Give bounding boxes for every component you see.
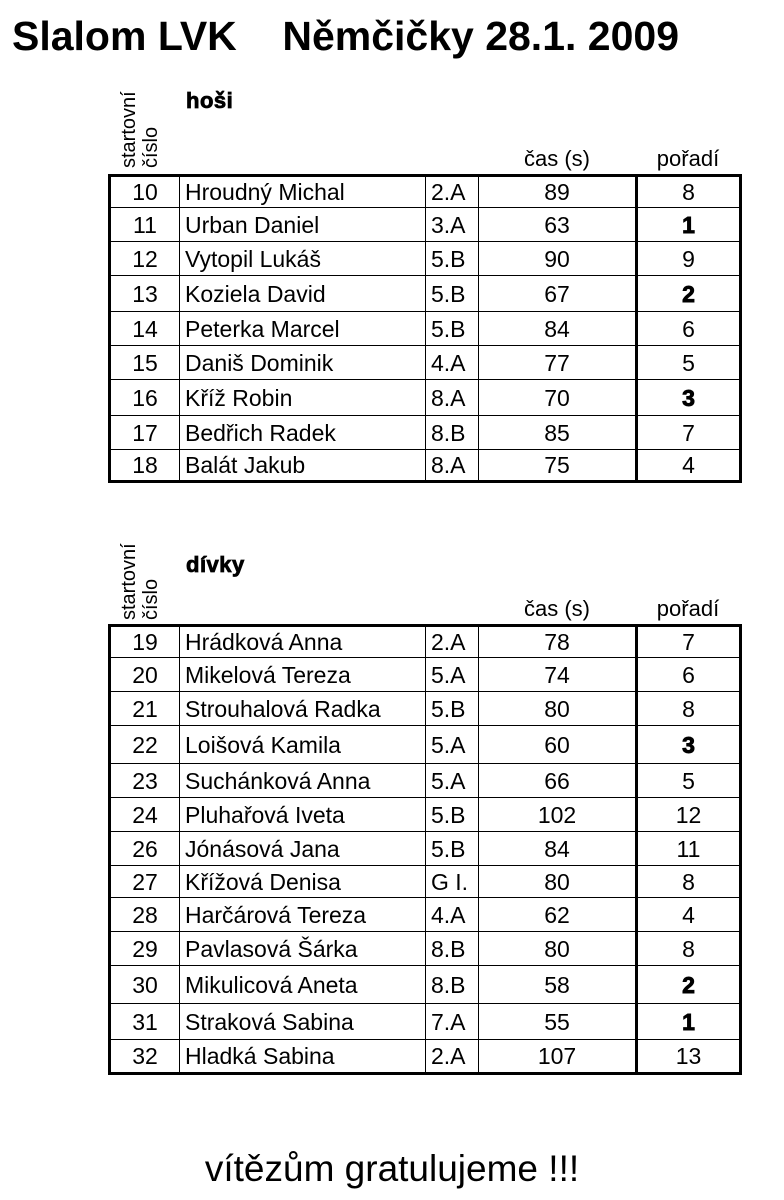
name-cell: Loišová Kamila (180, 726, 426, 764)
class-cell: G I. (426, 866, 479, 898)
table-row (110, 416, 741, 450)
class-cell: 5.B (426, 242, 479, 276)
rank-cell: 12 (637, 798, 741, 832)
rank-cell: 4 (637, 898, 741, 932)
start-number-cell: 24 (110, 798, 180, 832)
rank-cell: 2 (637, 276, 741, 312)
start-number-cell: 32 (110, 1040, 180, 1074)
start-number-cell: 22 (110, 726, 180, 764)
table-row (110, 312, 741, 346)
time-cell: 84 (479, 832, 637, 866)
time-cell: 66 (479, 764, 637, 798)
time-cell: 63 (479, 208, 637, 242)
name-cell: Strouhalová Radka (180, 692, 426, 726)
table-row (110, 1040, 741, 1074)
rank-cell: 2 (637, 966, 741, 1004)
rank-cell: 5 (637, 764, 741, 798)
name-cell: Pavlasová Šárka (180, 932, 426, 966)
name-cell: Straková Sabina (180, 1004, 426, 1040)
time-cell: 90 (479, 242, 637, 276)
time-cell: 74 (479, 658, 637, 692)
rank-cell: 6 (637, 312, 741, 346)
table-row (110, 726, 741, 764)
rank-cell: 13 (637, 1040, 741, 1074)
table-row (110, 276, 741, 312)
time-cell: 75 (479, 450, 637, 482)
section-heading-boys: hoši (186, 88, 234, 113)
table-row (110, 692, 741, 726)
rank-cell: 3 (637, 726, 741, 764)
time-cell: 80 (479, 692, 637, 726)
start-number-cell: 17 (110, 416, 180, 450)
table-row (110, 832, 741, 866)
start-number-cell: 19 (110, 626, 180, 658)
rank-cell: 6 (637, 658, 741, 692)
name-cell: Hroudný Michal (180, 176, 426, 208)
class-cell: 4.A (426, 898, 479, 932)
table-row (110, 932, 741, 966)
time-cell: 80 (479, 866, 637, 898)
class-cell: 2.A (426, 1040, 479, 1074)
rank-cell: 11 (637, 832, 741, 866)
table-row (110, 798, 741, 832)
name-cell: Harčárová Tereza (180, 898, 426, 932)
time-cell: 70 (479, 380, 637, 416)
name-cell: Mikelová Tereza (180, 658, 426, 692)
rank-cell: 1 (637, 208, 741, 242)
class-cell: 5.B (426, 832, 479, 866)
class-cell: 2.A (426, 626, 479, 658)
rank-column-header: pořadí (656, 146, 720, 171)
start-number-cell: 21 (110, 692, 180, 726)
name-cell: Daniš Dominik (180, 346, 426, 380)
class-cell: 3.A (426, 208, 479, 242)
class-cell: 8.A (426, 450, 479, 482)
start-number-cell: 26 (110, 832, 180, 866)
time-cell: 102 (479, 798, 637, 832)
name-cell: Balát Jakub (180, 450, 426, 482)
results-table-girls (108, 624, 742, 1075)
start-number-cell: 29 (110, 932, 180, 966)
name-cell: Pluhařová Iveta (180, 798, 426, 832)
class-cell: 5.B (426, 798, 479, 832)
class-cell: 4.A (426, 346, 479, 380)
name-cell: Hladká Sabina (180, 1040, 426, 1074)
start-number-label-text: startovní číslo (118, 91, 162, 168)
table-row (110, 450, 741, 482)
name-cell: Jónásová Jana (180, 832, 426, 866)
class-cell: 8.B (426, 416, 479, 450)
time-column-header: čas (s) (524, 596, 590, 621)
rank-cell: 4 (637, 450, 741, 482)
start-number-cell: 23 (110, 764, 180, 798)
time-cell: 84 (479, 312, 637, 346)
start-number-cell: 20 (110, 658, 180, 692)
rank-cell: 8 (637, 932, 741, 966)
start-number-label-text: startovní číslo (118, 543, 162, 620)
table-row (110, 1004, 741, 1040)
class-cell: 8.A (426, 380, 479, 416)
class-cell: 5.B (426, 312, 479, 346)
table-row (110, 764, 741, 798)
name-cell: Vytopil Lukáš (180, 242, 426, 276)
class-cell: 8.B (426, 966, 479, 1004)
start-number-label (118, 520, 172, 620)
table-row (110, 346, 741, 380)
rank-cell: 8 (637, 866, 741, 898)
name-cell: Křížová Denisa (180, 866, 426, 898)
table-row (110, 898, 741, 932)
rank-cell: 7 (637, 626, 741, 658)
start-number-cell: 18 (110, 450, 180, 482)
class-cell: 5.A (426, 726, 479, 764)
start-number-label (118, 68, 172, 168)
start-number-cell: 15 (110, 346, 180, 380)
results-table-body (110, 626, 741, 1074)
start-number-cell: 10 (110, 176, 180, 208)
rank-cell: 9 (637, 242, 741, 276)
class-cell: 5.A (426, 658, 479, 692)
rank-cell: 1 (637, 1004, 741, 1040)
class-cell: 5.A (426, 764, 479, 798)
time-cell: 67 (479, 276, 637, 312)
rank-cell: 5 (637, 346, 741, 380)
time-column-header: čas (s) (524, 146, 590, 171)
page-title: Slalom LVK Němčičky 28.1. 2009 (12, 13, 679, 59)
table-row (110, 626, 741, 658)
start-number-cell: 14 (110, 312, 180, 346)
congratulations-footer: vítězům gratulujeme !!! (204, 1148, 580, 1189)
time-cell: 55 (479, 1004, 637, 1040)
section-heading-girls: dívky (186, 552, 245, 577)
name-cell: Suchánková Anna (180, 764, 426, 798)
table-row (110, 658, 741, 692)
table-row (110, 176, 741, 208)
name-cell: Hrádková Anna (180, 626, 426, 658)
rank-column-header: pořadí (656, 596, 720, 621)
time-cell: 62 (479, 898, 637, 932)
rank-cell: 8 (637, 176, 741, 208)
start-number-cell: 11 (110, 208, 180, 242)
time-cell: 80 (479, 932, 637, 966)
class-cell: 8.B (426, 932, 479, 966)
results-table-body (110, 176, 741, 482)
rank-cell: 3 (637, 380, 741, 416)
class-cell: 5.B (426, 692, 479, 726)
start-number-cell: 27 (110, 866, 180, 898)
start-number-cell: 30 (110, 966, 180, 1004)
name-cell: Peterka Marcel (180, 312, 426, 346)
name-cell: Bedřich Radek (180, 416, 426, 450)
name-cell: Kříž Robin (180, 380, 426, 416)
time-cell: 85 (479, 416, 637, 450)
table-row (110, 966, 741, 1004)
class-cell: 7.A (426, 1004, 479, 1040)
time-cell: 60 (479, 726, 637, 764)
rank-cell: 8 (637, 692, 741, 726)
name-cell: Urban Daniel (180, 208, 426, 242)
time-cell: 58 (479, 966, 637, 1004)
class-cell: 5.B (426, 276, 479, 312)
start-number-cell: 28 (110, 898, 180, 932)
rank-cell: 7 (637, 416, 741, 450)
table-row (110, 380, 741, 416)
time-cell: 78 (479, 626, 637, 658)
table-row (110, 866, 741, 898)
start-number-cell: 16 (110, 380, 180, 416)
results-table-boys (108, 174, 742, 483)
table-row (110, 208, 741, 242)
name-cell: Koziela David (180, 276, 426, 312)
table-row (110, 242, 741, 276)
time-cell: 77 (479, 346, 637, 380)
start-number-cell: 12 (110, 242, 180, 276)
time-cell: 107 (479, 1040, 637, 1074)
time-cell: 89 (479, 176, 637, 208)
start-number-cell: 31 (110, 1004, 180, 1040)
start-number-cell: 13 (110, 276, 180, 312)
name-cell: Mikulicová Aneta (180, 966, 426, 1004)
class-cell: 2.A (426, 176, 479, 208)
